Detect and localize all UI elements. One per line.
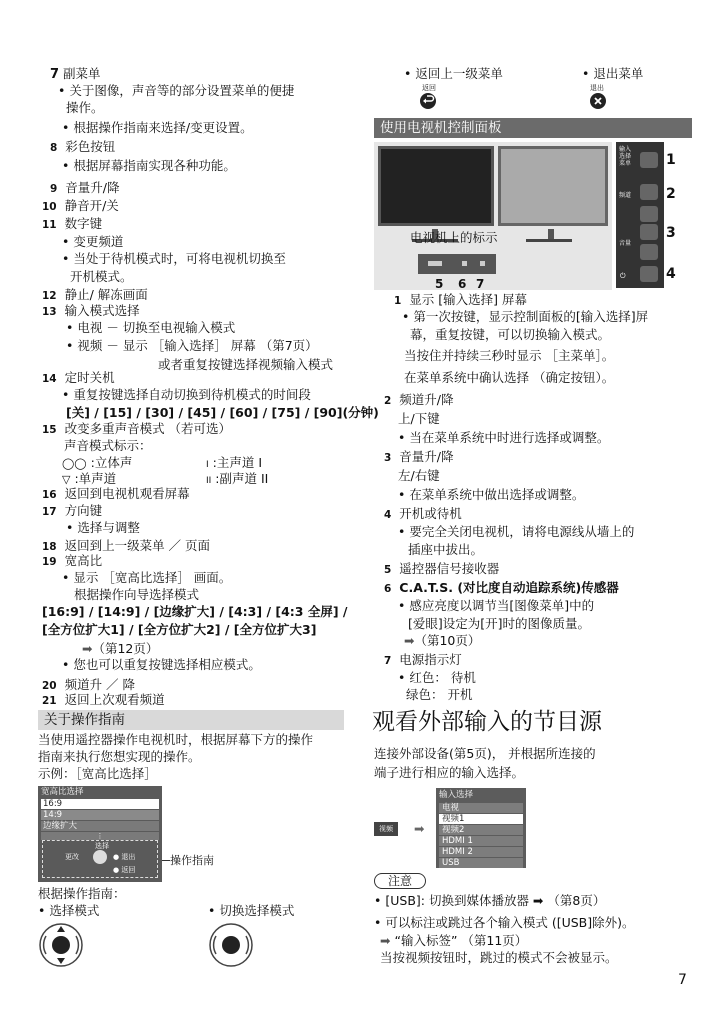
right-item-7-a: • 红色： 待机: [398, 670, 476, 685]
channel-two-icon: II: [206, 476, 212, 486]
item-14: 14 定时关机: [42, 370, 115, 385]
right-item-6-b: [爱眼]设定为[开]时的图像质量。: [408, 616, 591, 631]
item-11-desc-a: • 变更频道: [62, 234, 124, 249]
guide-pad-area: [42, 840, 158, 878]
arrow-right-icon: ➡: [404, 633, 415, 648]
return-icon: [420, 93, 436, 109]
cats-sensor: [462, 261, 467, 266]
item-16: 16 返回到电视机观看屏幕: [42, 486, 190, 501]
item-17-desc: • 选择与调整: [66, 520, 140, 535]
exit-menu-label: • 退出菜单: [582, 66, 644, 81]
side-volume-label: 音量: [619, 240, 632, 247]
pad-change-label: 更改: [65, 853, 79, 861]
right-item-1: 1 显示 [输入选择] 屏幕: [394, 292, 527, 307]
right-item-1-b: 幕，重复按键，可以切换输入模式。: [410, 327, 611, 342]
screen-row: 边缘扩大: [41, 821, 159, 831]
item-13-desc-b: • 视频 － 显示 ［输入选择］ 屏幕 （第7页）: [66, 338, 318, 353]
item-15-desc: 声音模式标示：: [64, 438, 152, 453]
note-4: 当按视频按钮时，跳过的模式不会被显示。: [380, 950, 618, 965]
item-10: 10 静音开/关: [42, 198, 119, 213]
annot-line: [162, 860, 170, 861]
item-19: 19 宽高比: [42, 553, 103, 568]
guide-annotation: 操作指南: [170, 854, 214, 867]
mono-icon: ▽: [62, 473, 71, 486]
right-item-3-a: 左/右键: [398, 468, 440, 483]
volume-up-button[interactable]: [640, 224, 658, 240]
pad-icon: [93, 850, 107, 864]
callout-7: 7: [476, 277, 485, 291]
note-badge: 注意: [374, 873, 426, 889]
power-button[interactable]: [640, 266, 658, 282]
note-3: ➡ “输入标签” （第11页）: [380, 933, 528, 948]
item-17: 17 方向键: [42, 503, 103, 518]
right-item-2-a: 上/下键: [398, 411, 440, 426]
item-19-modes-b: [全方位扩大1] / [全方位扩大2] / [全方位扩大3]: [42, 622, 317, 637]
external-input-title: 观看外部输入的节目源: [372, 709, 602, 735]
switch-mode-pad-icon: [208, 922, 254, 968]
right-item-5: 5 遥控器信号接收器: [384, 561, 500, 576]
right-item-1-d: 在菜单系统中确认选择 （确定按钮）。: [404, 370, 615, 385]
tv-back-stand-neck: [548, 229, 554, 239]
item-7-desc-b: 操作。: [66, 100, 104, 115]
guide-para-2: 指南来执行您想实现的操作。: [38, 749, 201, 764]
remote-receiver: [428, 261, 442, 266]
pad-exit: ● 退出: [113, 853, 136, 861]
right-item-3-b: • 在菜单系统中做出选择或调整。: [398, 487, 585, 502]
tv-back: [498, 146, 608, 226]
guide-section-header: 关于操作指南: [38, 710, 344, 730]
item-8: 8 彩色按钮: [50, 139, 116, 154]
item-7-desc-a: • 关于图像，声音等的部分设置菜单的便捷: [58, 83, 295, 98]
right-item-4-b: 插座中拔出。: [408, 542, 484, 557]
item-19-desc-a: • 显示 ［宽高比选择］ 画面。: [62, 570, 232, 585]
external-para-2: 端子进行相应的输入选择。: [374, 765, 525, 780]
guide-para-1: 当使用遥控器操作电视机时，根据屏幕下方的操作: [38, 732, 314, 747]
item-21: 21 返回上次观看频道: [42, 692, 165, 707]
input-select-menu: [436, 788, 526, 868]
input-menu-item[interactable]: HDMI 1: [439, 836, 523, 846]
right-item-6-c: ➡（第10页）: [404, 633, 481, 648]
item-13-desc-c: 或者重复按键选择视频输入模式: [158, 357, 334, 372]
item-19-ref: ➡（第12页）: [82, 641, 159, 656]
callout-6: 6: [458, 277, 467, 291]
item-19-desc-b: 根据操作向导选择模式: [74, 587, 200, 602]
input-menu-item[interactable]: 视频1: [439, 814, 523, 824]
select-mode-label: • 选择模式: [38, 903, 100, 918]
guide-example-label: 示例：［宽高比选择］: [38, 766, 157, 781]
item-7-desc-c: • 根据操作指南来选择/变更设置。: [62, 120, 253, 135]
item-12: 12 静止/ 解冻画面: [42, 287, 148, 302]
screen-row: 14:9: [41, 810, 159, 820]
item-18: 18 返回到上一级菜单 ／ 页面: [42, 538, 211, 553]
channel-one-icon: I: [206, 460, 209, 470]
screen-title: 宽高比选择: [41, 787, 84, 797]
input-menu-title: 输入选择: [439, 790, 474, 800]
note-2: • 可以标注或跳过各个输入模式 ([USB]除外)。: [374, 915, 635, 930]
input-select-button[interactable]: [640, 152, 658, 168]
item-11-desc-c: 开机模式。: [70, 269, 133, 284]
right-item-1-a: • 第一次按键，显示控制面板的[输入选择]屏: [402, 309, 649, 324]
item-9: 9 音量升/降: [50, 180, 120, 195]
external-para-1: 连接外部设备(第5页)， 并根据所连接的: [374, 746, 596, 761]
arrow-right-icon: ➡: [82, 641, 93, 656]
pad-select-label: 选择: [95, 842, 109, 850]
input-menu-item[interactable]: USB: [439, 858, 523, 868]
item-14-desc-a: • 重复按键选择自动切换到待机模式的时间段: [62, 387, 311, 402]
right-item-3: 3 音量升/降: [384, 449, 454, 464]
arrow-right-icon: ➡: [380, 933, 391, 948]
tv-back-stand-base: [526, 239, 572, 242]
right-item-2-b: • 当在菜单系统中时进行选择或调整。: [398, 430, 610, 445]
channel-down-button[interactable]: [640, 206, 658, 222]
item-13: 13 输入模式选择: [42, 303, 140, 318]
stereo-icon: ◯◯: [62, 457, 87, 470]
mono-mode: ▽ :单声道: [62, 471, 117, 486]
right-item-6: 6 C.A.T.S. (对比度自动追踪系统)传感器: [384, 580, 619, 595]
input-menu-item[interactable]: 视频2: [439, 825, 523, 835]
right-item-4-a: • 要完全关闭电视机，请将电源线从墙上的: [398, 524, 635, 539]
right-item-4: 4 开机或待机: [384, 506, 462, 521]
item-14-desc-b: [关] / [15] / [30] / [45] / [60] / [75] / [90](分钟): [66, 405, 379, 420]
indicator-strip: [418, 254, 496, 274]
callout-5: 5: [435, 277, 444, 291]
right-item-7-b: 绿色： 开机: [406, 687, 473, 702]
item-7: 7 副菜单: [50, 66, 101, 82]
volume-down-button[interactable]: [640, 244, 658, 260]
video-button[interactable]: 视频: [374, 822, 398, 836]
channel-up-button[interactable]: [640, 184, 658, 200]
item-19-modes-a: [16:9] / [14:9] / [边缘扩大] / [4:3] / [4:3 全屏] /: [42, 604, 348, 619]
side-input-label: 输入 选择 菜单: [619, 146, 632, 167]
side-control-panel: [616, 142, 664, 288]
stereo-mode: ◯◯ :立体声: [62, 455, 133, 470]
exit-small-label: 退出: [590, 84, 604, 92]
item-11: 11 数字键: [42, 216, 103, 231]
screen-row-more: ⋮: [41, 832, 159, 840]
page-number: 7: [678, 972, 687, 988]
tv-illustration: [374, 142, 612, 290]
control-panel-header: 使用电视机控制面板: [374, 118, 692, 138]
guide-by-label: 根据操作指南：: [38, 886, 126, 901]
exit-icon: [590, 93, 606, 109]
callout-3: 3: [666, 225, 676, 241]
callout-4: 4: [666, 266, 676, 282]
item-20: 20 频道升 ／ 降: [42, 677, 136, 692]
item-13-desc-a: • 电视 － 切换至电视输入模式: [66, 320, 236, 335]
power-icon: ⏻: [620, 272, 626, 280]
input-menu-item[interactable]: 电视: [439, 803, 523, 813]
aspect-screen-example: [38, 786, 162, 882]
right-item-6-a: • 感应亮度以调节当[图像菜单]中的: [398, 598, 595, 613]
side-channel-label: 频道: [619, 192, 632, 199]
back-menu-label: • 返回上一级菜单: [404, 66, 503, 81]
callout-2: 2: [666, 186, 676, 202]
item-19-desc-f: • 您也可以重复按键选择相应模式。: [62, 657, 261, 672]
note-1: • [USB]: 切换到媒体播放器 ➡ （第8页）: [374, 893, 606, 908]
right-item-1-c: 当按住并持续三秒时显示 ［主菜单］。: [404, 348, 615, 363]
arrow-right-icon: ➡: [414, 821, 425, 836]
tv-front: [378, 146, 494, 226]
sub-channel-mode: II :副声道 II: [206, 471, 269, 486]
item-15: 15 改变多重声音模式 （若可选）: [42, 421, 232, 436]
back-small-label: 返回: [422, 84, 436, 92]
pad-return: ● 返回: [113, 866, 136, 874]
tv-label-caption: 电视机上的标示: [410, 230, 498, 245]
item-11-desc-b: • 当处于待机模式时，可将电视机切换至: [62, 251, 286, 266]
power-led: [480, 261, 485, 266]
item-8-desc: • 根据屏幕指南实现各种功能。: [62, 158, 236, 173]
right-item-7: 7 电源指示灯: [384, 652, 462, 667]
screen-row: 16:9: [41, 799, 159, 809]
callout-1: 1: [666, 152, 676, 168]
main-channel-mode: I :主声道 I: [206, 455, 263, 470]
switch-mode-label: • 切换选择模式: [208, 903, 295, 918]
select-mode-pad-icon: [38, 922, 84, 968]
input-menu-item[interactable]: HDMI 2: [439, 847, 523, 857]
right-item-2: 2 频道升/降: [384, 392, 454, 407]
